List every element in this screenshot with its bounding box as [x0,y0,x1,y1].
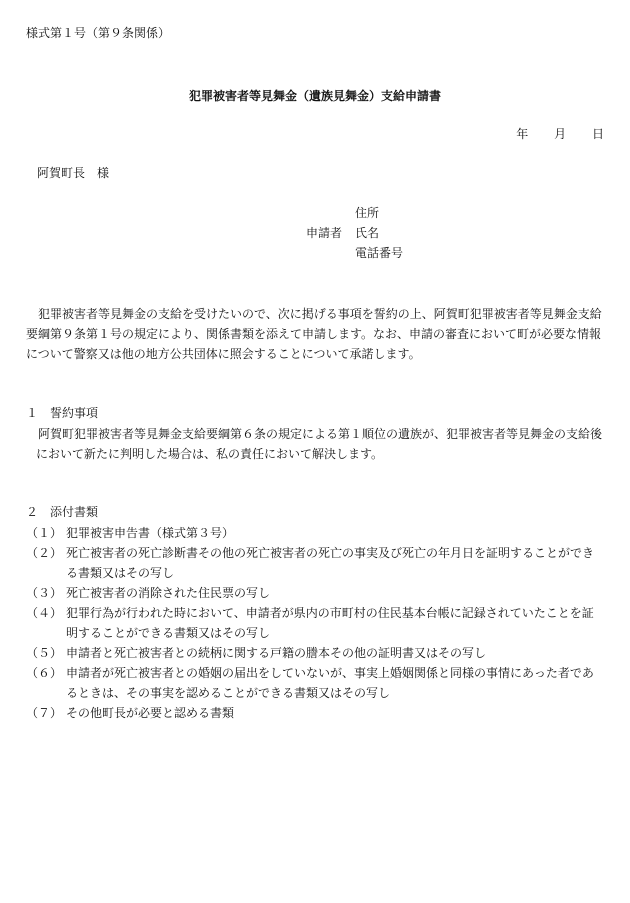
list-item [26,523,610,543]
section1-heading: １ 誓約事項 [26,406,99,420]
list-item [26,543,610,583]
attachment-list [26,523,610,723]
list-item [26,583,610,603]
item-number: （４） [26,606,63,620]
section1-body [26,424,606,464]
document-title: 犯罪被害者等見舞金（遺族見舞金）支給申請書 [188,89,441,103]
applicant-name-label: 氏名 [355,226,380,240]
date-year-label: 年 [516,127,529,141]
intro-line-3: について警察又は他の地方公共団体に照会することについて承諾します。 [26,347,421,361]
applicant-address-label: 住所 [355,206,380,220]
intro-line-2: 要綱第９条第１号の規定により、関係書類を添えて申請します。なお、申請の審査において町が必要な情報 [26,327,602,341]
intro-line-1: 犯罪被害者等見舞金の支給を受けたいので、次に掲げる事項を誓約の上、阿賀町犯罪被害者等見舞金支給 [38,307,602,321]
applicant-label: 申請者 [306,226,343,240]
section1-line-2: において新たに判明した場合は、私の責任において解決します。 [36,447,384,461]
list-item [26,643,610,663]
date-line [494,124,604,144]
section1-line-1: 阿賀町犯罪被害者等見舞金支給要綱第６条の規定による第１順位の遺族が、犯罪被害者等見舞金の支給後 [38,427,603,441]
item-text: 犯罪被害申告書（様式第３号） [66,526,235,540]
applicant-phone-label: 電話番号 [355,246,404,260]
item-number: （１） [26,526,63,540]
item-number: （６） [26,666,63,680]
form-number: 様式第１号（第９条関係） [26,26,171,40]
item-text-continuation: るときは、その事実を認めることができる書類又はその写し [66,686,391,700]
date-day-label: 日 [591,127,604,141]
list-item [26,703,610,723]
item-text: 申請者と死亡被害者との続柄に関する戸籍の謄本その他の証明書又はその写し [66,646,487,660]
addressee: 阿賀町長 様 [37,166,110,180]
section2-heading: ２ 添付書類 [26,505,99,519]
item-text-continuation: 明することができる書類又はその写し [66,626,271,640]
item-number: （２） [26,546,63,560]
item-text: 死亡被害者の消除された住民票の写し [66,586,271,600]
intro-paragraph [26,304,606,364]
item-number: （３） [26,586,63,600]
item-text: 犯罪行為が行われた時において、申請者が県内の市町村の住民基本台帳に記録されていたことを証 [66,606,594,620]
item-text: 死亡被害者の死亡診断書その他の死亡被害者の死亡の事実及び死亡の年月日を証明することができ [66,546,595,560]
item-number: （５） [26,646,63,660]
date-month-label: 月 [554,127,567,141]
item-text-continuation: る書類又はその写し [66,566,175,580]
item-text: 申請者が死亡被害者との婚姻の届出をしていないが、事実上婚姻関係と同様の事情にあった者であ [66,666,594,680]
item-number: （７） [26,706,63,720]
item-text: その他町長が必要と認める書類 [66,706,235,720]
list-item [26,603,610,643]
list-item [26,663,610,703]
